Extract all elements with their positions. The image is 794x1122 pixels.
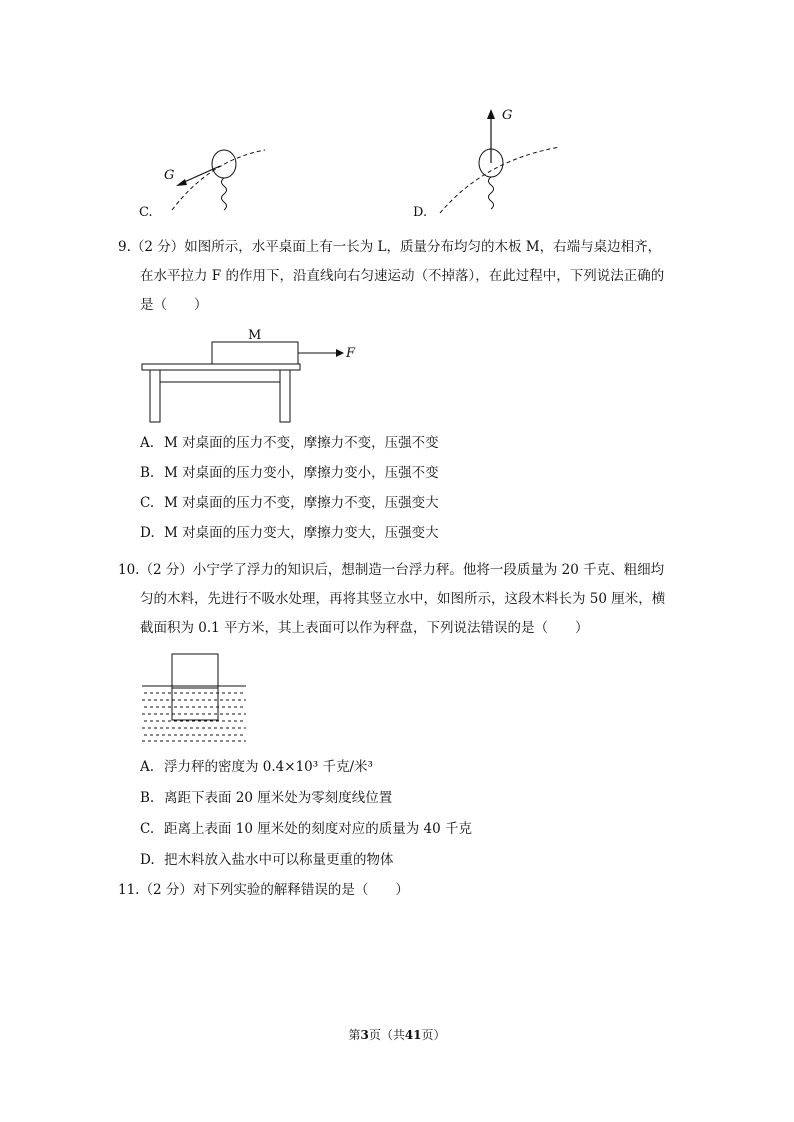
option-c <box>140 817 700 848</box>
option-a <box>140 431 700 461</box>
force-label-g-d: G <box>502 108 513 123</box>
question-9-line-1: 9.（2 分）如图所示，水平桌面上有一长为 L，质量分布均匀的木板 M，右端与桌边相齐， <box>118 239 662 255</box>
option-c-text: 距离上表面 10 厘米处的刻度对应的质量为 40 千克 <box>164 821 473 837</box>
option-c-label: C. <box>140 495 155 511</box>
footer-page-number: 3 <box>360 1028 369 1042</box>
question-11-line-1: 11.（2 分）对下列实验的解释错误的是（ ） <box>118 882 409 898</box>
option-b-text: 离距下表面 20 厘米处为零刻度线位置 <box>164 790 393 806</box>
figure-q8-option-c <box>160 140 280 220</box>
question-10-line-3: 截面积为 0.1 平方米，其上表面可以作为秤盘，下列说法错误的是（ ） <box>140 620 589 636</box>
option-c-label: C. <box>140 821 155 837</box>
question-9-options <box>140 431 700 551</box>
option-d-text: 把木料放入盐水中可以称量更重的物体 <box>164 852 394 868</box>
option-d <box>140 521 700 551</box>
question-11 <box>118 876 718 905</box>
option-c-label: C. <box>139 205 153 220</box>
figure-q8-option-d <box>430 105 560 220</box>
figure-q10-wood-in-water <box>142 652 252 744</box>
page-footer <box>0 1026 794 1043</box>
option-a-label: A. <box>140 759 155 775</box>
question-10-options <box>140 755 700 879</box>
option-c <box>140 491 700 521</box>
option-b <box>140 786 700 817</box>
option-d-label: D. <box>140 852 155 868</box>
question-9 <box>118 233 718 320</box>
footer-suffix: 页） <box>421 1028 446 1042</box>
force-label-f: F <box>346 346 356 361</box>
footer-prefix: 第 <box>348 1028 361 1042</box>
question-10 <box>118 556 718 643</box>
option-d-text: M 对桌面的压力变大，摩擦力变大，压强变大 <box>164 525 439 541</box>
option-a-label: A. <box>140 435 155 451</box>
option-d <box>140 848 700 879</box>
option-b-text: M 对桌面的压力变小，摩擦力变小，压强不变 <box>164 465 439 481</box>
option-a-text: M 对桌面的压力不变，摩擦力不变，压强不变 <box>164 435 439 451</box>
question-10-line-1: 10.（2 分）小宁学了浮力的知识后，想制造一台浮力秤。他将一段质量为 20 千克、粗细均 <box>118 562 665 578</box>
footer-mid: 页（共 <box>368 1028 405 1042</box>
option-a-text: 浮力秤的密度为 0.4×10³ 千克/米³ <box>164 759 373 775</box>
question-10-line-2: 匀的木料，先进行不吸水处理，再将其竖立水中，如图所示，这段木料长为 50 厘米，横 <box>140 591 666 607</box>
board-label-m: M <box>248 328 262 343</box>
footer-total-pages: 41 <box>404 1028 422 1042</box>
option-d-label: D. <box>413 205 428 220</box>
option-b <box>140 461 700 491</box>
force-label-g-c: G <box>164 168 175 183</box>
option-d-label: D. <box>140 525 155 541</box>
option-a <box>140 755 700 786</box>
option-b-label: B. <box>140 790 155 806</box>
question-9-line-2: 在水平拉力 F 的作用下，沿直线向右匀速运动（不掉落），在此过程中，下列说法正确的 <box>140 268 665 284</box>
option-c-text: M 对桌面的压力不变，摩擦力不变，压强变大 <box>164 495 439 511</box>
question-9-line-3: 是（ ） <box>140 297 208 313</box>
option-b-label: B. <box>140 465 155 481</box>
figure-q9-table-board <box>140 330 360 425</box>
